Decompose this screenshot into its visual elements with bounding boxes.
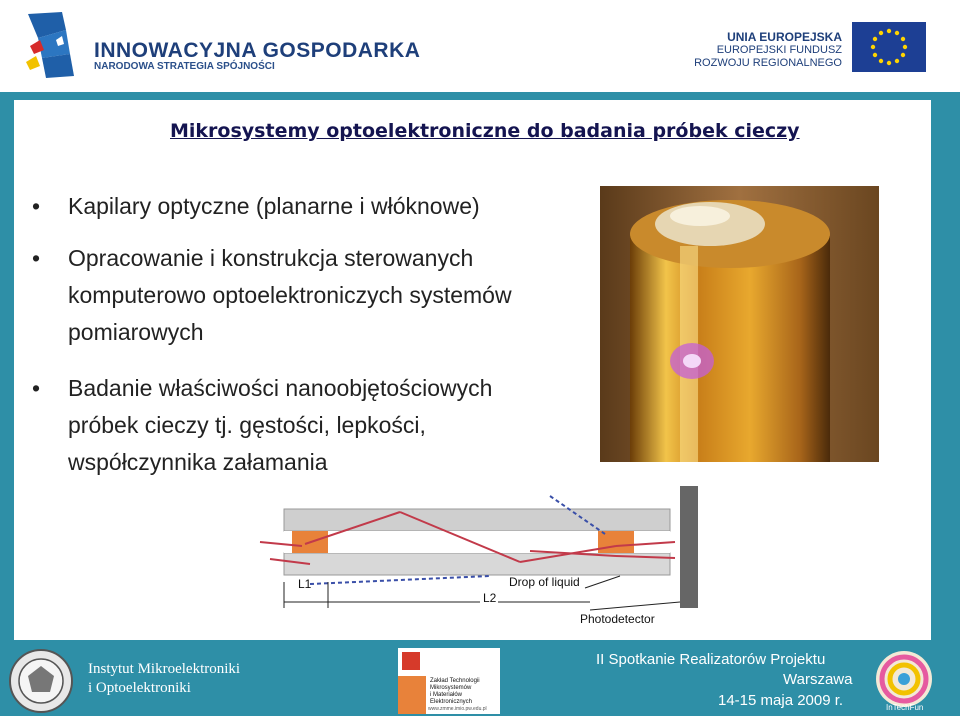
footer-bar: [0, 645, 960, 716]
bullet-3-line-3: współczynnika załamania: [68, 449, 328, 475]
institute-name-line-1: Instytut Mikroelektroniki: [88, 661, 241, 677]
ue-fund-line: EUROPEJSKI FUNDUSZ: [716, 44, 842, 56]
bullet-2-line-1: Opracowanie i konstrukcja sterowanych: [68, 245, 474, 271]
bullet-2: [32, 240, 512, 351]
label-l1: L1: [298, 577, 312, 591]
university-seal-icon: [8, 648, 74, 714]
zaklad-line-1: Zakład Technologii: [430, 678, 480, 684]
photodetector-plate: [680, 486, 698, 608]
ue-region-line: ROZWOJU REGIONALNEGO: [694, 57, 842, 69]
strategia-spojnosci-subtitle: NARODOWA STRATEGIA SPÓJNOŚCI: [94, 61, 275, 72]
bullet-1-line-1: Kapilary optyczne (planarne i włóknowe): [68, 193, 480, 219]
drop-right: [598, 531, 634, 553]
bullet-dot-icon: •: [32, 193, 41, 219]
bullet-3: [32, 370, 493, 481]
bullet-3-line-2: próbek cieczy tj. gęstości, lepkości,: [68, 412, 426, 438]
institute-name-line-2: i Optoelektroniki: [88, 680, 191, 696]
capillary-photo: [600, 186, 879, 462]
zaklad-emblem-icon: [402, 652, 420, 670]
event-line-1: II Spotkanie Realizatorów Projektu: [596, 651, 826, 668]
zaklad-line-3: i Materiałów Elektronicznych: [430, 692, 473, 705]
bullet-2-line-3: pomiarowych: [68, 319, 204, 345]
event-line-2: Warszawa: [783, 671, 853, 688]
innowacyjna-gospodarka-logo-icon: [20, 10, 82, 80]
bullet-1: [32, 188, 480, 225]
ue-title: UNIA EUROPEJSKA: [727, 30, 842, 44]
label-l2: L2: [483, 591, 497, 605]
event-line-3: 14-15 maja 2009 r.: [718, 692, 844, 709]
slide-title: Mikrosystemy optoelektroniczne do badania próbek cieczy: [170, 120, 800, 142]
label-drop-of-liquid: Drop of liquid: [509, 575, 580, 589]
innowacyjna-gospodarka-title: INNOWACYJNA GOSPODARKA: [94, 39, 421, 62]
eu-flag-icon: [852, 22, 926, 72]
bullet-dot-icon: •: [32, 375, 41, 401]
intechfun-label: InTechFun: [886, 703, 924, 712]
zaklad-orange-block: [398, 676, 426, 714]
capillary-upper-wall: [284, 509, 670, 531]
zaklad-line-2: Mikrosystemów: [430, 685, 472, 691]
bullet-3-line-1: Badanie właściwości nanoobjętościowych: [68, 375, 493, 401]
zaklad-logo-box: [398, 648, 500, 714]
header-bar: [0, 0, 960, 92]
bullet-dot-icon: •: [32, 245, 41, 271]
bullet-2-line-2: komputerowo optoelektroniczych systemów: [68, 282, 512, 308]
label-photodetector: Photodetector: [580, 612, 655, 626]
zaklad-url[interactable]: www.zmme.imio.pw.edu.pl: [428, 706, 487, 712]
